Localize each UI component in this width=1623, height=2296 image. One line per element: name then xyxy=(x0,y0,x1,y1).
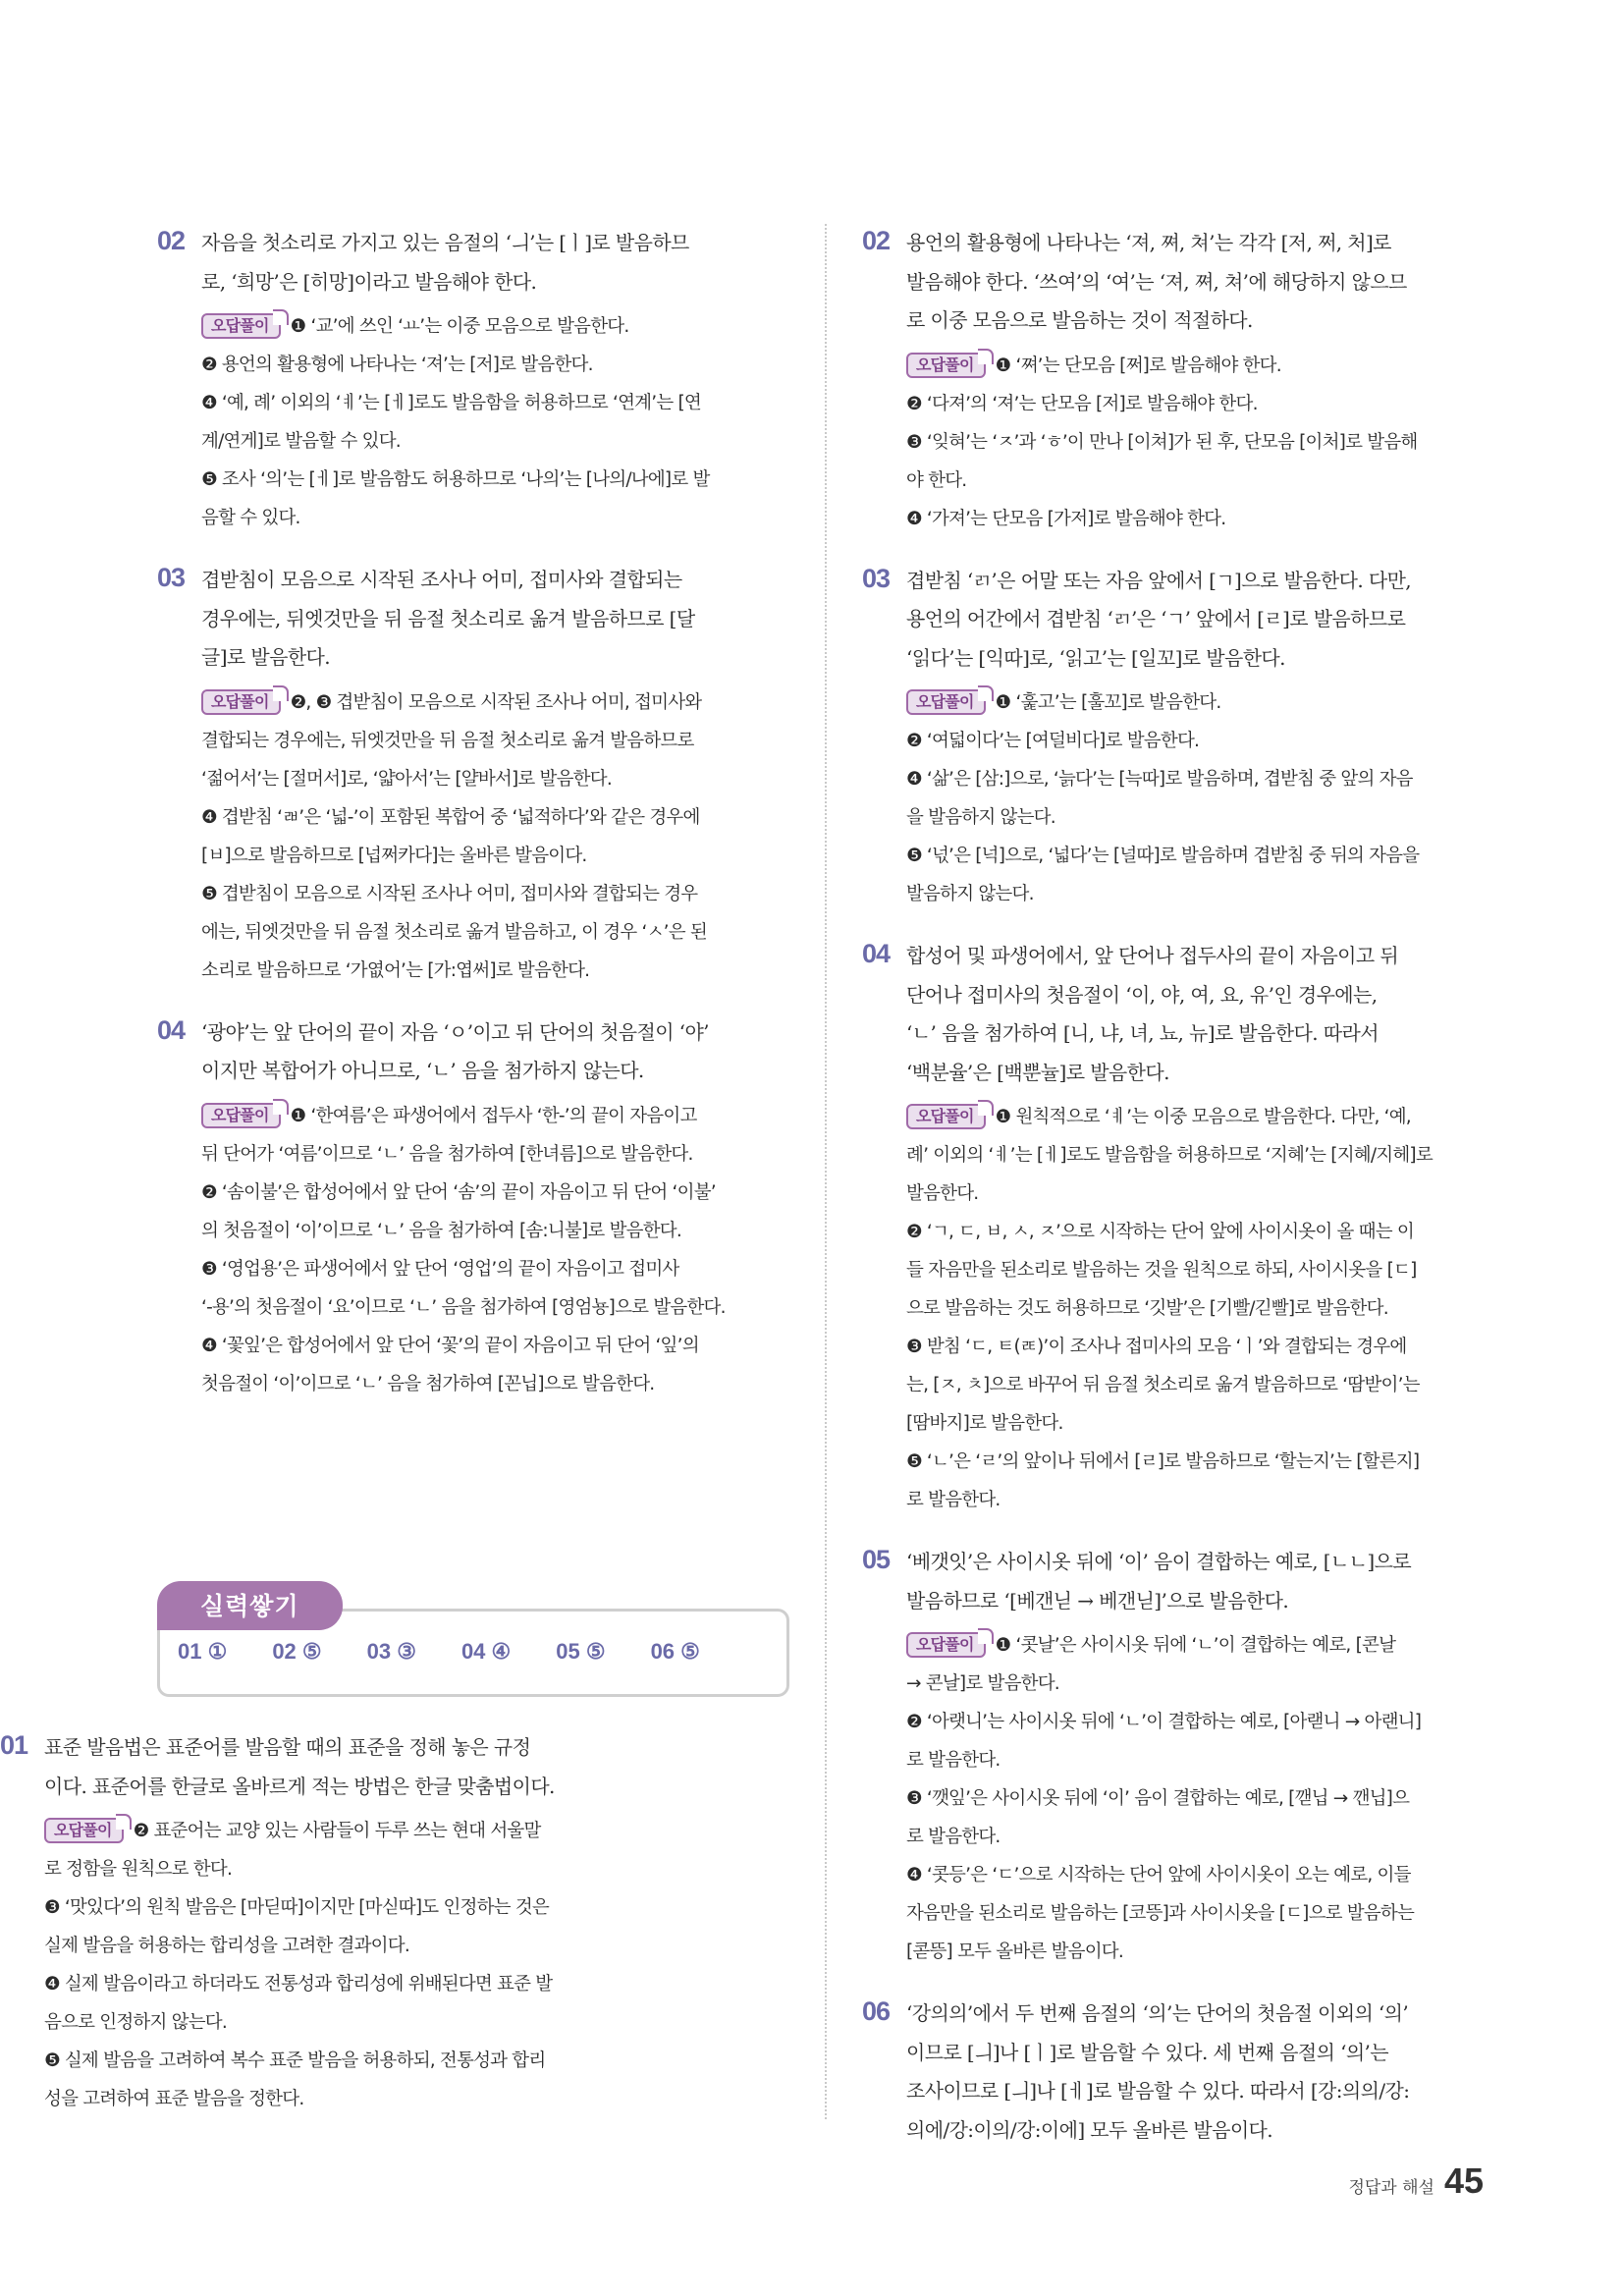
note-line xyxy=(201,837,788,875)
practice-answer: 01 ① xyxy=(178,1639,228,1664)
note-line xyxy=(906,1213,1498,1251)
text-line: ‘베갯잇’은 사이시옷 뒤에 ‘이’ 음이 결합하는 예로, [ㄴㄴ]으로 xyxy=(906,1550,1412,1573)
question-number: 03 xyxy=(862,563,891,593)
question-number: 02 xyxy=(157,226,186,255)
text-line: 발음하므로 ‘[베갠닏 → 베갠닏]’으로 발음한다. xyxy=(906,1588,1289,1613)
note-text: [ㅂ]으로 발음하므로 [넙쩌카다]는 올바른 발음이다. xyxy=(201,845,587,866)
note-text: ‘-용’의 첫음절이 ‘요’이므로 ‘ㄴ’ 음을 첨가하여 [영엄뇽]으로 발음한다. xyxy=(201,1296,726,1318)
note-text: ❹ ‘예, 례’ 이외의 ‘ㅖ’는 [ㅔ]로도 발음함을 허용하므로 ‘연계’는 [연 xyxy=(201,393,701,413)
question-number: 02 xyxy=(862,226,891,255)
note-line xyxy=(906,760,1498,798)
right-questions xyxy=(862,224,1498,2173)
note-text: ❹ ‘꽃잎’은 합성어에서 앞 단어 ‘꽃’의 끝이 자음이고 뒤 단어 ‘잎’의 xyxy=(201,1335,699,1356)
note-text: ❹ ‘삶’은 [삼:]으로, ‘늙다’는 [늑따]로 발음하며, 겹받침 중 앞의 자음 xyxy=(906,769,1413,790)
text-line: ‘광야’는 앞 단어의 끝이 자음 ‘ㅇ’이고 뒤 단어의 첫음절이 ‘야’ xyxy=(201,1019,709,1044)
text-line: 자음을 첫소리로 가지고 있는 음절의 ‘ㅢ’는 [ㅣ]로 발음하므 xyxy=(201,231,689,254)
note-line xyxy=(44,1888,555,1927)
text-line: 용언의 활용형에 나타나는 ‘져, 쪄, 쳐’는 각각 [저, 쩌, 처]로 xyxy=(906,231,1391,254)
note-text: 는, [ㅈ, ㅊ]으로 바꾸어 뒤 음절 첫소리로 옮겨 발음하므로 ‘땀받이’는 xyxy=(906,1375,1420,1395)
note-text: ❹ ‘가져’는 단모음 [가저]로 발음해야 한다. xyxy=(906,508,1226,529)
column-divider xyxy=(825,224,827,2119)
question-number: 04 xyxy=(157,1014,186,1045)
note-line xyxy=(201,384,788,422)
note-text: ❺ 겹받침이 모음으로 시작된 조사나 어미, 접미사와 결합되는 경우 xyxy=(201,883,698,904)
note-text: 으로 발음하는 것도 허용하므로 ‘깃발’은 [기빨/긷빨]로 발음한다. xyxy=(906,1298,1388,1319)
wrong-answer-notes xyxy=(906,347,1498,538)
text-line: ‘강의의’에서 두 번째 음절의 ‘의’는 단어의 첫음절 이외의 ‘의’ xyxy=(906,2001,1409,2025)
note-text: 첫음절이 ‘이’이므로 ‘ㄴ’ 음을 첨가하여 [꼰닙]으로 발음한다. xyxy=(201,1373,655,1394)
note-line xyxy=(201,1135,788,1174)
note-text: ❷ ‘다져’의 ‘져’는 단모음 [저]로 발음해야 한다. xyxy=(906,393,1258,414)
wrong-answer-notes xyxy=(201,1097,788,1403)
question-number: 03 xyxy=(157,563,186,592)
note-line xyxy=(906,1856,1498,1894)
note-line xyxy=(906,1626,1498,1665)
note-text: [콛뜽] 모두 올바른 발음이다. xyxy=(906,1941,1123,1962)
note-line xyxy=(906,1404,1498,1443)
text-line: ‘백분율’은 [백뿐뉼]로 발음한다. xyxy=(906,1060,1169,1084)
note-line xyxy=(44,1850,555,1888)
note-line xyxy=(201,307,788,346)
spacer xyxy=(0,2118,555,2142)
note-text: 례’ 이외의 ‘ㅖ’는 [ㅔ]로도 발음함을 허용하므로 ‘지혜’는 [지혜/지헤]로 xyxy=(906,1145,1433,1166)
left-questions xyxy=(157,224,788,1427)
spacer xyxy=(157,1403,788,1427)
note-line xyxy=(44,2042,555,2080)
wrong-answer-badge: 오답풀이 xyxy=(906,1104,986,1129)
note-text: ❺ ‘ㄴ’은 ‘ㄹ’의 앞이나 뒤에서 [ㄹ]로 발음하므로 ‘할는지’는 [할른지] xyxy=(906,1451,1420,1472)
note-line xyxy=(201,346,788,384)
text-line: 이다. 표준어를 한글로 올바르게 적는 방법은 한글 맞춤법이다. xyxy=(44,1774,555,1798)
note-line xyxy=(44,2003,555,2042)
question-number: 05 xyxy=(862,1545,891,1574)
note-line xyxy=(906,1481,1498,1519)
practice-title: 실력쌓기 xyxy=(157,1581,343,1630)
note-line xyxy=(201,499,788,537)
note-line xyxy=(201,913,788,952)
note-text: 뒤 단어가 ‘여름’이므로 ‘ㄴ’ 음을 첨가하여 [한녀름]으로 발음한다. xyxy=(201,1143,693,1165)
note-text: ❺ 조사 ‘의’는 [ㅔ]로 발음함도 허용하므로 ‘나의’는 [나의/나에]로 발 xyxy=(201,469,710,490)
wrong-answer-notes xyxy=(201,683,788,990)
note-line xyxy=(201,722,788,760)
text-line: 조사이므로 [ㅢ]나 [ㅔ]로 발음할 수 있다. 따라서 [강:의의/강: xyxy=(906,2079,1410,2103)
note-text: 발음한다. xyxy=(906,1183,979,1204)
note-line xyxy=(906,1251,1498,1289)
note-text: ❷ ‘ㄱ, ㄷ, ㅂ, ㅅ, ㅈ’으로 시작하는 단어 앞에 사이시옷이 올 때는 이 xyxy=(906,1222,1414,1242)
question-item xyxy=(157,224,788,537)
note-line xyxy=(906,1703,1498,1741)
spacer xyxy=(157,990,788,1013)
note-text: ❺ 실제 발음을 고려하여 복수 표준 발음을 허용하되, 전통성과 합리 xyxy=(44,2050,546,2071)
text-line: 단어나 접미사의 첫음절이 ‘이, 야, 여, 요, 유’인 경우에는, xyxy=(906,982,1378,1007)
note-line xyxy=(906,837,1498,875)
note-text: 음으로 인정하지 않는다. xyxy=(44,2012,227,2033)
note-text: ❶ ‘콧날’은 사이시옷 뒤에 ‘ㄴ’이 결합하는 예로, [콘날 xyxy=(995,1635,1396,1656)
note-text: 로 발음한다. xyxy=(906,1490,1001,1510)
spacer xyxy=(862,1971,1498,1995)
note-line xyxy=(906,1779,1498,1818)
question-explanation xyxy=(201,561,788,678)
note-text: 계/연게]로 발음할 수 있다. xyxy=(201,431,401,452)
note-text: ‘젊어서’는 [절머서]로, ‘얇아서’는 [얄바서]로 발음한다. xyxy=(201,768,612,790)
note-text: ❹ 겹받침 ‘ㄼ’은 ‘넓-’이 포함된 복합어 중 ‘넓적하다’와 같은 경우에 xyxy=(201,806,700,828)
practice-answer: 03 ③ xyxy=(366,1639,416,1664)
note-line xyxy=(906,683,1498,722)
spacer xyxy=(862,913,1498,937)
note-line xyxy=(906,385,1498,423)
practice-answer: 04 ④ xyxy=(460,1639,512,1664)
note-text: ❹ ‘콧등’은 ‘ㄷ’으로 시작하는 단어 앞에 사이시옷이 오는 예로, 이들 xyxy=(906,1865,1411,1886)
wrong-answer-badge: 오답풀이 xyxy=(201,689,281,715)
note-line xyxy=(201,422,788,461)
wrong-answer-badge: 오답풀이 xyxy=(906,353,986,378)
text-line: 로, ‘희망’은 [히망]이라고 발음해야 한다. xyxy=(201,269,537,294)
practice-answer: 06 ⑤ xyxy=(650,1639,700,1664)
note-text: ❶ ‘한여름’은 파생어에서 접두사 ‘한-’의 끝이 자음이고 xyxy=(290,1105,697,1126)
spacer xyxy=(862,538,1498,562)
text-line: 글]로 발음한다. xyxy=(201,645,331,669)
text-line: 발음해야 한다. ‘쓰여’의 ‘여’는 ‘져, 쪄, 쳐’에 해당하지 않으므 xyxy=(906,269,1407,294)
text-line: ‘읽다’는 [익따]로, ‘읽고’는 [일꼬]로 발음한다. xyxy=(906,645,1285,670)
note-line xyxy=(906,1818,1498,1856)
question-item xyxy=(862,224,1498,538)
note-text: 야 한다. xyxy=(906,469,967,491)
wrong-answer-badge: 오답풀이 xyxy=(201,313,281,339)
note-line xyxy=(201,1250,788,1288)
question-explanation xyxy=(201,1013,788,1091)
note-text: 의 첫음절이 ‘이’이므로 ‘ㄴ’ 음을 첨가하여 [솜:니불]로 발음한다. xyxy=(201,1220,681,1241)
note-line xyxy=(44,1812,555,1850)
question-item xyxy=(862,1543,1498,1971)
note-text: ❹ 실제 발음이라고 하더라도 전통성과 합리성에 위배된다면 표준 발 xyxy=(44,1974,553,1995)
text-line: 경우에는, 뒤엣것만을 뒤 음절 첫소리로 옮겨 발음하므로 [달 xyxy=(201,606,695,630)
note-text: ❸ ‘맛있다’의 원칙 발음은 [마딛따]이지만 [마싣따]도 인정하는 것은 xyxy=(44,1897,549,1918)
note-text: ❷ 표준어는 교양 있는 사람들이 두루 쓰는 현대 서울말 xyxy=(133,1821,541,1841)
note-line xyxy=(906,1289,1498,1328)
wrong-answer-badge: 오답풀이 xyxy=(201,1103,281,1128)
question-number: 01 xyxy=(0,1730,28,1760)
question-explanation xyxy=(906,937,1498,1092)
note-line xyxy=(201,1097,788,1135)
note-line xyxy=(906,1366,1498,1404)
note-line xyxy=(44,1927,555,1965)
note-line xyxy=(201,1288,788,1327)
note-line xyxy=(906,1328,1498,1366)
text-line: 의에/강:이의/강:이에] 모두 올바른 발음이다. xyxy=(906,2117,1273,2142)
wrong-answer-badge: 오답풀이 xyxy=(906,689,986,715)
note-line xyxy=(906,347,1498,385)
wrong-answer-notes xyxy=(906,683,1498,913)
spacer xyxy=(157,537,788,561)
note-text: 성을 고려하여 표준 발음을 정한다. xyxy=(44,2089,304,2109)
note-line xyxy=(201,683,788,722)
note-line xyxy=(906,1741,1498,1779)
note-line xyxy=(201,1327,788,1365)
left-column xyxy=(157,224,788,1427)
note-line xyxy=(906,1136,1498,1175)
text-line: 이므로 [ㅢ]나 [ㅣ]로 발음할 수 있다. 세 번째 음절의 ‘의’는 xyxy=(906,2040,1389,2064)
question-explanation xyxy=(906,224,1498,341)
note-text: ❷, ❸ 겹받침이 모음으로 시작된 조사나 어미, 접미사와 xyxy=(290,691,702,713)
question-number: 06 xyxy=(862,1996,891,2026)
note-text: ❶ 원칙적으로 ‘ㅖ’는 이중 모음으로 발음한다. 다만, ‘예, xyxy=(995,1107,1411,1127)
text-line: 용언의 어간에서 겹받침 ‘ㄺ’은 ‘ㄱ’ 앞에서 [ㄹ]로 발음하므로 xyxy=(906,607,1406,630)
text-line: 이지만 복합어가 아니므로, ‘ㄴ’ 음을 첨가하지 않는다. xyxy=(201,1059,644,1082)
note-text: ❶ ‘훑고’는 [훌꼬]로 발음한다. xyxy=(995,692,1221,713)
spacer xyxy=(862,1519,1498,1543)
question-explanation xyxy=(44,1728,555,1806)
note-text: ❷ ‘여덟이다’는 [여덜비다]로 발음한다. xyxy=(906,731,1200,751)
note-text: ❷ ‘아랫니’는 사이시옷 뒤에 ‘ㄴ’이 결합하는 예로, [아랟니 → 아랜니] xyxy=(906,1712,1422,1732)
note-line xyxy=(906,500,1498,538)
note-line xyxy=(201,875,788,913)
note-text: → 콘날]로 발음한다. xyxy=(906,1673,1059,1694)
text-line: 겹받침이 모음으로 시작된 조사나 어미, 접미사와 결합되는 xyxy=(201,568,682,591)
right-column xyxy=(862,224,1498,2173)
practice-answer: 02 ⑤ xyxy=(272,1639,322,1664)
note-line xyxy=(906,722,1498,760)
text-line: 합성어 및 파생어에서, 앞 단어나 접두사의 끝이 자음이고 뒤 xyxy=(906,944,1399,967)
note-text: 로 발음한다. xyxy=(906,1750,1001,1771)
note-line xyxy=(201,1174,788,1212)
note-line xyxy=(906,1443,1498,1481)
wrong-answer-badge: 오답풀이 xyxy=(906,1632,986,1658)
footer-label: 정답과 해설 xyxy=(1348,2178,1434,2198)
note-text: [땀바지]로 발음한다. xyxy=(906,1413,1063,1434)
left-bottom-column xyxy=(0,1728,555,2142)
question-explanation xyxy=(906,562,1498,679)
note-text: ❸ ‘영업용’은 파생어에서 앞 단어 ‘영업’의 끝이 자음이고 접미사 xyxy=(201,1258,679,1280)
note-line xyxy=(906,1098,1498,1136)
note-text: ❷ ‘솜이불’은 합성어에서 앞 단어 ‘솜’의 끝이 자음이고 뒤 단어 ‘이불’ xyxy=(201,1181,716,1203)
question-explanation xyxy=(201,224,788,301)
note-text: 들 자음만을 된소리로 발음하는 것을 원칙으로 하되, 사이시옷을 [ㄷ] xyxy=(906,1260,1417,1281)
note-line xyxy=(906,798,1498,837)
note-line xyxy=(44,1965,555,2003)
question-explanation xyxy=(906,1995,1498,2150)
question-item xyxy=(862,562,1498,914)
note-text: 소리로 발음하므로 ‘가엾어’는 [가:엽써]로 발음한다. xyxy=(201,959,590,981)
note-line xyxy=(201,461,788,499)
practice-answer: 05 ⑤ xyxy=(556,1639,606,1664)
note-line xyxy=(906,423,1498,462)
note-line xyxy=(906,1665,1498,1703)
question-item xyxy=(157,561,788,990)
left-bottom-question xyxy=(0,1728,555,2142)
note-text: 에는, 뒤엣것만을 뒤 음절 첫소리로 옮겨 발음하고, 이 경우 ‘ㅅ’은 된 xyxy=(201,921,707,943)
practice-answer-box xyxy=(157,1581,789,1697)
note-text: 로 정함을 원칙으로 한다. xyxy=(44,1859,233,1880)
note-text: ❷ 용언의 활용형에 나타나는 ‘져’는 [저]로 발음한다. xyxy=(201,355,593,375)
note-text: ❶ ‘쪄’는 단모음 [쩌]로 발음해야 한다. xyxy=(995,355,1281,376)
note-text: 로 발음한다. xyxy=(906,1827,1001,1847)
note-text: 을 발음하지 않는다. xyxy=(906,807,1055,828)
question-item xyxy=(862,937,1498,1519)
note-line xyxy=(201,1365,788,1403)
note-line xyxy=(201,952,788,990)
note-line xyxy=(906,1933,1498,1971)
text-line: 로 이중 모음으로 발음하는 것이 적절하다. xyxy=(906,308,1253,332)
note-text: 결합되는 경우에는, 뒤엣것만을 뒤 음절 첫소리로 옮겨 발음하므로 xyxy=(201,730,694,751)
note-text: 실제 발음을 허용하는 합리성을 고려한 결과이다. xyxy=(44,1936,409,1956)
note-line xyxy=(906,875,1498,913)
question-item xyxy=(157,1013,788,1403)
note-line xyxy=(201,798,788,837)
text-line: 표준 발음법은 표준어를 발음할 때의 표준을 정해 놓은 규정 xyxy=(44,1735,531,1759)
note-line xyxy=(201,1212,788,1250)
note-line xyxy=(201,760,788,798)
note-text: 음할 수 있다. xyxy=(201,508,300,528)
note-text: ❸ ‘깻잎’은 사이시옷 뒤에 ‘이’ 음이 결합하는 예로, [깯닙 → 깬닙]으 xyxy=(906,1788,1410,1809)
text-line: 겹받침 ‘ㄺ’은 어말 또는 자음 앞에서 [ㄱ]으로 발음한다. 다만, xyxy=(906,568,1412,592)
note-text: 발음하지 않는다. xyxy=(906,884,1034,904)
note-text: ❶ ‘교’에 쓰인 ‘ㅛ’는 이중 모음으로 발음한다. xyxy=(290,316,629,337)
wrong-answer-notes xyxy=(201,307,788,537)
page-number: 45 xyxy=(1443,2160,1484,2201)
text-line: ‘ㄴ’ 음을 첨가하여 [니, 냐, 녀, 뇨, 뉴]로 발음한다. 따라서 xyxy=(906,1021,1379,1045)
page-footer xyxy=(1348,2160,1484,2202)
question-item xyxy=(862,1995,1498,2150)
question-number: 04 xyxy=(862,939,891,968)
note-line xyxy=(44,2080,555,2118)
note-text: 자음만을 된소리로 발음하는 [코뜽]과 사이시옷을 [ㄷ]으로 발음하는 xyxy=(906,1903,1415,1924)
wrong-answer-notes xyxy=(906,1626,1498,1971)
note-text: ❸ 받침 ‘ㄷ, ㅌ(ㄾ)’이 조사나 접미사의 모음 ‘ㅣ’와 결합되는 경우에 xyxy=(906,1337,1407,1357)
note-line xyxy=(906,1175,1498,1213)
note-text: ❸ ‘잊혀’는 ‘ㅈ’과 ‘ㅎ’이 만나 [이쳐]가 된 후, 단모음 [이처]로 발음해 xyxy=(906,431,1418,453)
wrong-answer-notes xyxy=(906,1098,1498,1519)
wrong-answer-badge: 오답풀이 xyxy=(44,1818,124,1843)
note-line xyxy=(906,1894,1498,1933)
question-explanation xyxy=(906,1543,1498,1620)
note-text: ❺ ‘넋’은 [넉]으로, ‘넓다’는 [널따]로 발음하며 겹받침 중 뒤의 자음을 xyxy=(906,846,1420,866)
question-item xyxy=(0,1728,555,2118)
note-line xyxy=(906,462,1498,500)
wrong-answer-notes xyxy=(44,1812,555,2118)
